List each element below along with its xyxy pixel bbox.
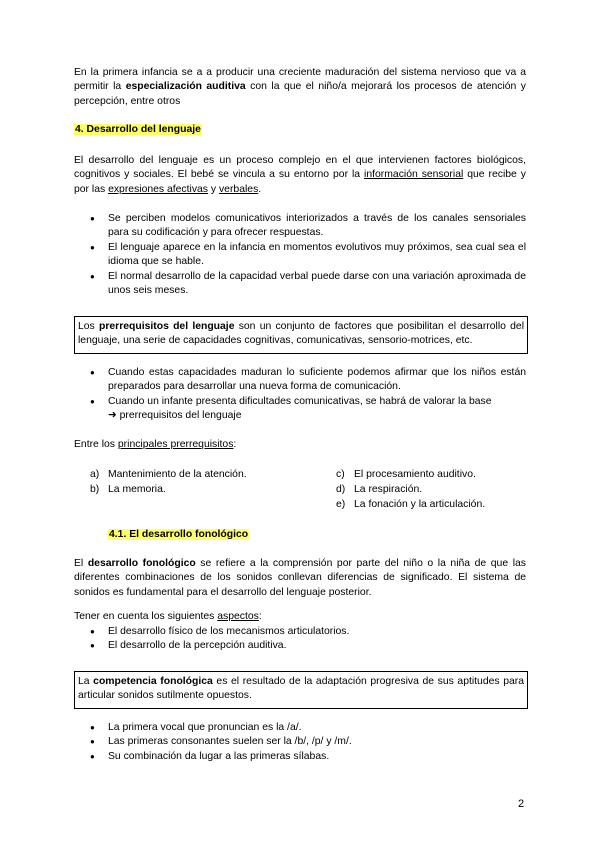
intro-paragraph: En la primera infancia se a a producir una creciente maduración del sistema nervioso que va a permitir la especialización auditiva con la que el niño/a mejorará los procesos de atención y percepción, entre otros xyxy=(74,67,527,107)
bullet-list-1 xyxy=(74,212,526,298)
arrow-note: ➜ prerrequisitos del lenguaje xyxy=(108,410,242,422)
prerequisites-column-right xyxy=(336,468,485,512)
list-item: b) La memoria. xyxy=(90,483,166,495)
list-item: ● Cuando un infante presenta dificultades comunicativas, se habrá de valorar la base ➜ prerrequisitos del lenguaje xyxy=(74,395,526,424)
list-item: ● Las primeras consonantes suelen ser la /b/, /p/ y /m/. xyxy=(74,735,526,749)
list-item: ● La primera vocal que pronuncian es la /a/. xyxy=(74,721,526,735)
list-item: ● El desarrollo de la percepción auditiva. xyxy=(74,639,526,653)
box-text: Los prerrequisitos del lenguaje son un conjunto de factores que posibilitan el desarrollo del lenguaje, una serie de capacidades cognitivas, comunicativas, sensorio-motrices, etc. xyxy=(78,321,525,347)
list-item: ● El normal desarrollo de la capacidad verbal puede darse con una variación aproximada de unos seis meses. xyxy=(74,270,526,299)
list-item: ● Se perciben modelos comunicativos interiorizados a través de los canales sensoriales para su codificación y para ofrecer respuestas. xyxy=(74,212,526,241)
list-item: ● El lenguaje aparece en la infancia en momentos evolutivos muy próximos, sea cual sea el idioma que se hable. xyxy=(74,241,526,270)
list-item: c) El procesamiento auditivo. xyxy=(336,469,476,480)
bullet-list-2 xyxy=(74,366,526,424)
list-item: d) La respiración. xyxy=(336,483,423,495)
bullet-list-3 xyxy=(74,721,526,764)
principales-line: Entre los principales prerrequisitos: xyxy=(74,439,237,450)
section-heading-4: 4. Desarrollo del lenguaje xyxy=(75,124,201,135)
aspectos-line: Tener en cuenta los siguientes aspectos: xyxy=(74,611,262,622)
definition-box-prerrequisitos xyxy=(74,316,528,354)
list-item: e) La fonación y la articulación. xyxy=(336,498,486,510)
section-heading-4-1: 4.1. El desarrollo fonológico xyxy=(109,529,249,540)
aspectos-list xyxy=(74,625,526,654)
box-text: La competencia fonológica es el resultado de la adaptación progresiva de sus aptitudes para articular sonidos sutilmente opuestos. xyxy=(78,676,524,702)
prerequisites-column-left xyxy=(90,468,247,498)
section4-paragraph: El desarrollo del lenguaje es un proceso complejo en el que intervienen factores biológicos, cognitivos y sociales. El bebé se vincula a su entorno por la información sensorial que recibe y por las expresiones afectivas y verbales. xyxy=(74,155,526,195)
definition-box-competencia xyxy=(74,671,528,709)
list-item: ● El desarrollo físico de los mecanismos articulatorios. xyxy=(74,625,526,639)
list-item: ● Su combinación da lugar a las primeras sílabas. xyxy=(74,750,526,764)
section41-paragraph: El desarrollo fonológico se refiere a la comprensión por parte del niño o la niña de que las diferentes combinaciones de los sonidos conllevan diferencias de significado. El sistema de sonidos es fundamental para el desarrollo del lenguaje posterior. xyxy=(74,558,526,598)
page-number: 2 xyxy=(518,798,525,810)
list-item: ● Cuando estas capacidades maduran lo suficiente podemos afirmar que los niños están preparados para desarrollar una nueva forma de comunicación. xyxy=(74,366,526,395)
list-item: a) Mantenimiento de la atención. xyxy=(90,469,247,480)
